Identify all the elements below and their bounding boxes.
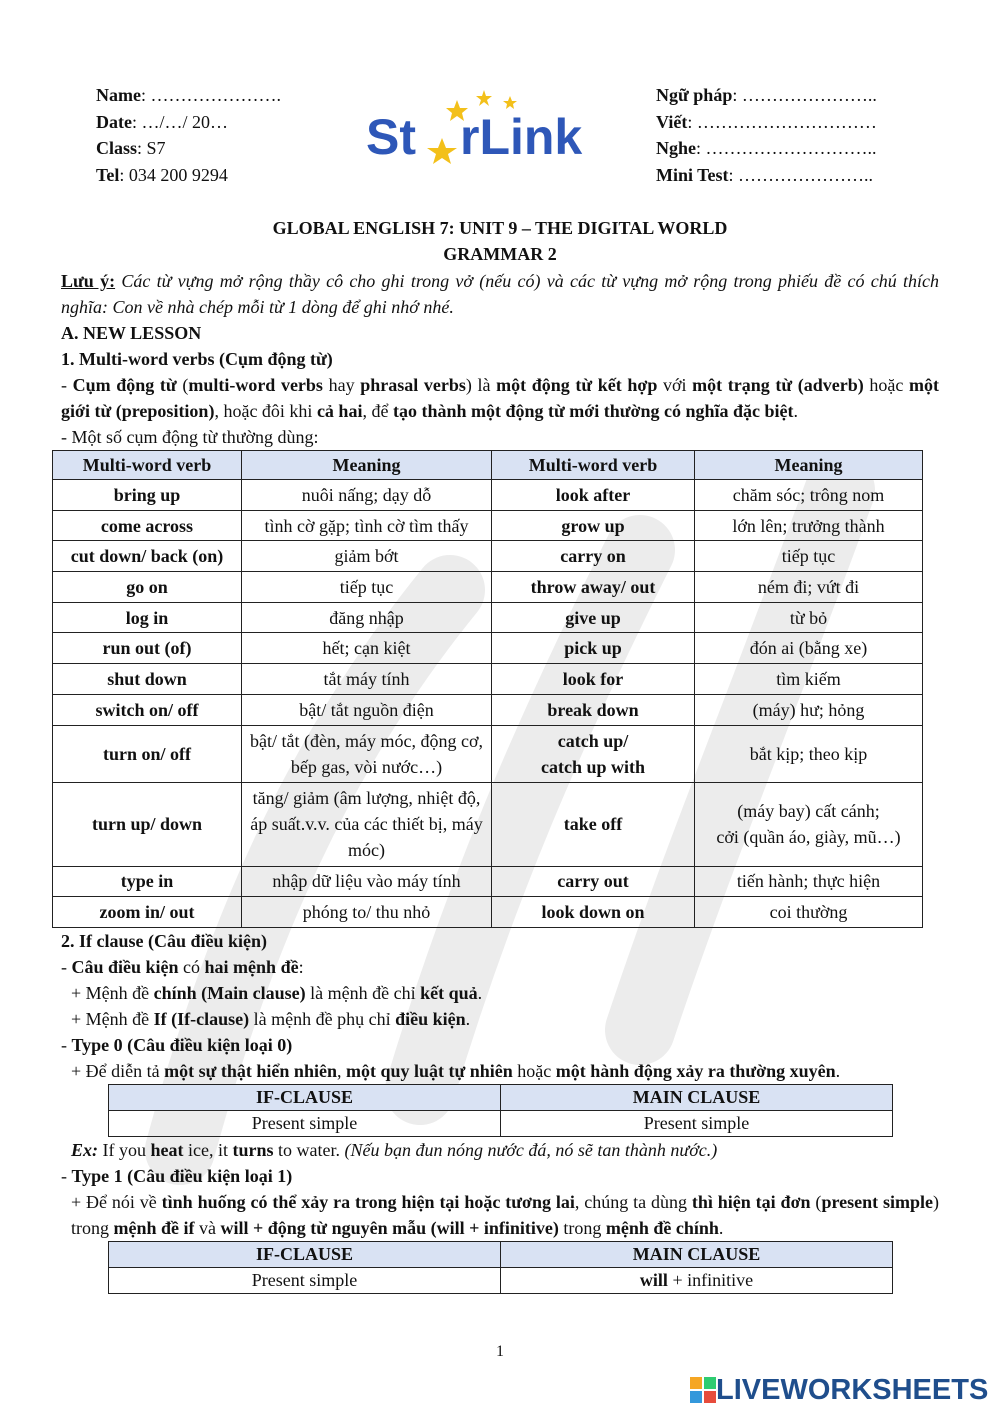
- type0-main-header: MAIN CLAUSE: [501, 1084, 893, 1110]
- type1-if-cell: Present simple: [109, 1267, 501, 1293]
- verb-cell: turn up/ down: [53, 782, 242, 866]
- logo-text-start: St: [366, 109, 416, 165]
- meaning-cell: tiếp tục: [242, 572, 492, 603]
- class-line: Class: S7: [96, 138, 166, 158]
- meaning-cell: chăm sóc; trông nom: [695, 480, 923, 511]
- table-row: [53, 725, 923, 782]
- multiword-verbs-table: [52, 450, 923, 928]
- type1-description: + Để nói về tình huống có thể xảy ra trong hiện tại hoặc tương lai, chúng ta dùng thì hiện tại đơn (present simple) trong mệnh đề if và will + động từ nguyên mẫu (will + infinitive) trong mệnh đề chính.: [71, 1191, 939, 1238]
- if-clause-heading: 2. If clause (Câu điều kiện): [61, 930, 268, 951]
- meaning-cell: từ bỏ: [695, 602, 923, 633]
- verb-cell: switch on/ off: [53, 694, 242, 725]
- note-paragraph: Lưu ý: Các từ vựng mở rộng thầy cô cho ghi trong vở (nếu có) và các từ vựng mở rộng trong phiếu đề có chú thích nghĩa: Con về nhà chép mỗi từ 1 dòng để ghi nhớ nhé.: [61, 271, 940, 317]
- type1-if-header: IF-CLAUSE: [109, 1241, 501, 1267]
- table-row: [53, 480, 923, 511]
- verb-cell: cut down/ back (on): [53, 541, 242, 572]
- type1-table: [108, 1241, 893, 1294]
- verb-cell: shut down: [53, 664, 242, 695]
- common-verbs-intro: - Một số cụm động từ thường dùng:: [61, 427, 319, 447]
- meaning-cell: tình cờ gặp; tình cờ tìm thấy: [242, 510, 492, 541]
- meaning-cell: tiếp tục: [695, 541, 923, 572]
- verb-cell: turn on/ off: [53, 725, 242, 782]
- verb-cell: pick up: [492, 633, 695, 664]
- table-row: [53, 510, 923, 541]
- writing-score-line: Viết: …………………………: [656, 111, 877, 132]
- meaning-cell: hết; cạn kiệt: [242, 633, 492, 664]
- verb-cell: look after: [492, 480, 695, 511]
- logo-text-end: rLink: [460, 109, 583, 165]
- table-row: [53, 694, 923, 725]
- table-row: [53, 897, 923, 928]
- meaning-cell: nhập dữ liệu vào máy tính: [242, 866, 492, 897]
- verb-cell: bring up: [53, 480, 242, 511]
- meaning-cell: đăng nhập: [242, 602, 492, 633]
- if-clause-intro: - Câu điều kiện có hai mệnh đề:: [61, 956, 304, 977]
- type0-description: + Để diễn tả một sự thật hiển nhiên, một quy luật tự nhiên hoặc một hành động xảy ra thường xuyên.: [71, 1060, 841, 1081]
- lesson-body: [61, 268, 939, 1294]
- verb-cell: type in: [53, 866, 242, 897]
- type1-heading: - Type 1 (Câu điều kiện loại 1): [61, 1165, 293, 1186]
- verb-cell: catch up/ catch up with: [492, 725, 695, 782]
- meaning-cell: coi thường: [695, 897, 923, 928]
- tel-line: Tel: 034 200 9294: [96, 164, 228, 185]
- multiword-heading: 1. Multi-word verbs (Cụm động từ): [61, 349, 333, 369]
- page-number: 1: [496, 1343, 504, 1360]
- liveworksheets-text: LIVEWORKSHEETS: [716, 1374, 989, 1406]
- listening-score-line: Nghe: ………………………..: [656, 138, 877, 158]
- header-meaning-1: Meaning: [242, 451, 492, 480]
- table-row: [53, 602, 923, 633]
- liveworksheets-logo-icon: [690, 1377, 716, 1403]
- section-a-heading: A. NEW LESSON: [61, 323, 202, 343]
- verb-cell: zoom in/ out: [53, 897, 242, 928]
- type1-main-cell: will + infinitive: [501, 1267, 893, 1293]
- verb-cell: carry out: [492, 866, 695, 897]
- if-clause-desc: + Mệnh đề If (If-clause) là mệnh đề phụ chỉ điều kiện.: [71, 1008, 471, 1029]
- meaning-cell: đón ai (bằng xe): [695, 633, 923, 664]
- verb-cell: take off: [492, 782, 695, 866]
- verb-cell: give up: [492, 602, 695, 633]
- meaning-cell: (máy) hư; hỏng: [695, 694, 923, 725]
- name-line: Name: ………………….: [96, 85, 281, 105]
- header-meaning-2: Meaning: [695, 451, 923, 480]
- verb-cell: come across: [53, 510, 242, 541]
- table-row: [53, 572, 923, 603]
- table-row: [53, 664, 923, 695]
- table-row: [53, 782, 923, 866]
- student-info: [96, 82, 396, 188]
- type0-heading: - Type 0 (Câu điều kiện loại 0): [61, 1034, 293, 1055]
- meaning-cell: ném đi; vứt đi: [695, 572, 923, 603]
- verb-cell: look down on: [492, 897, 695, 928]
- verbs-table-body: [53, 480, 923, 928]
- meaning-cell: bật/ tắt nguồn điện: [242, 694, 492, 725]
- table-header-row: [53, 451, 923, 480]
- type0-if-header: IF-CLAUSE: [109, 1084, 501, 1110]
- table-row: [53, 866, 923, 897]
- meaning-cell: (máy bay) cất cánh; cởi (quần áo, giày, mũ…): [695, 782, 923, 866]
- table-row: [53, 541, 923, 572]
- type1-main-header: MAIN CLAUSE: [501, 1241, 893, 1267]
- verb-cell: run out (of): [53, 633, 242, 664]
- type0-example: Ex: If you heat ice, it turns to water. (Nếu bạn đun nóng nước đá, nó sẽ tan thành nước.): [71, 1139, 718, 1160]
- type0-if-cell: Present simple: [109, 1110, 501, 1136]
- verb-cell: grow up: [492, 510, 695, 541]
- meaning-cell: nuôi nấng; dạy dỗ: [242, 480, 492, 511]
- meaning-cell: tiến hành; thực hiện: [695, 866, 923, 897]
- verb-cell: throw away/ out: [492, 572, 695, 603]
- liveworksheets-brand: [690, 1374, 988, 1406]
- page-subtitle: GRAMMAR 2: [443, 244, 557, 264]
- verb-cell: break down: [492, 694, 695, 725]
- type0-main-cell: Present simple: [501, 1110, 893, 1136]
- table-row: [53, 633, 923, 664]
- grammar-score-line: Ngữ pháp: …………………..: [656, 85, 877, 105]
- multiword-definition: - Cụm động từ (multi-word verbs hay phrasal verbs) là một động từ kết hợp với một trạng từ (adverb) hoặc một giới từ (preposition), hoặc đôi khi cả hai, để tạo thành một động từ mới thường có nghĩa đặc biệt.: [61, 375, 939, 421]
- type0-table: [108, 1084, 893, 1137]
- meaning-cell: bắt kịp; theo kịp: [695, 725, 923, 782]
- meaning-cell: tăng/ giảm (âm lượng, nhiệt độ, áp suất.v.v. của các thiết bị, máy móc): [242, 782, 492, 866]
- score-info: [656, 82, 956, 188]
- header-verb-2: Multi-word verb: [492, 451, 695, 480]
- verb-cell: go on: [53, 572, 242, 603]
- verb-cell: look for: [492, 664, 695, 695]
- verb-cell: carry on: [492, 541, 695, 572]
- page-title: GLOBAL ENGLISH 7: UNIT 9 – THE DIGITAL WORLD: [272, 218, 728, 238]
- minitest-score-line: Mini Test: …………………..: [656, 164, 874, 185]
- meaning-cell: bật/ tắt (đèn, máy móc, động cơ, bếp gas, vòi nước…): [242, 725, 492, 782]
- meaning-cell: phóng to/ thu nhỏ: [242, 897, 492, 928]
- meaning-cell: tắt máy tính: [242, 664, 492, 695]
- header-verb-1: Multi-word verb: [53, 451, 242, 480]
- meaning-cell: giảm bớt: [242, 541, 492, 572]
- meaning-cell: lớn lên; trưởng thành: [695, 510, 923, 541]
- starlink-logo: [362, 84, 602, 174]
- main-clause-desc: + Mệnh đề chính (Main clause) là mệnh đề chỉ kết quả.: [71, 982, 483, 1003]
- date-line: Date: …/…/ 20…: [96, 111, 228, 132]
- meaning-cell: tìm kiếm: [695, 664, 923, 695]
- verb-cell: log in: [53, 602, 242, 633]
